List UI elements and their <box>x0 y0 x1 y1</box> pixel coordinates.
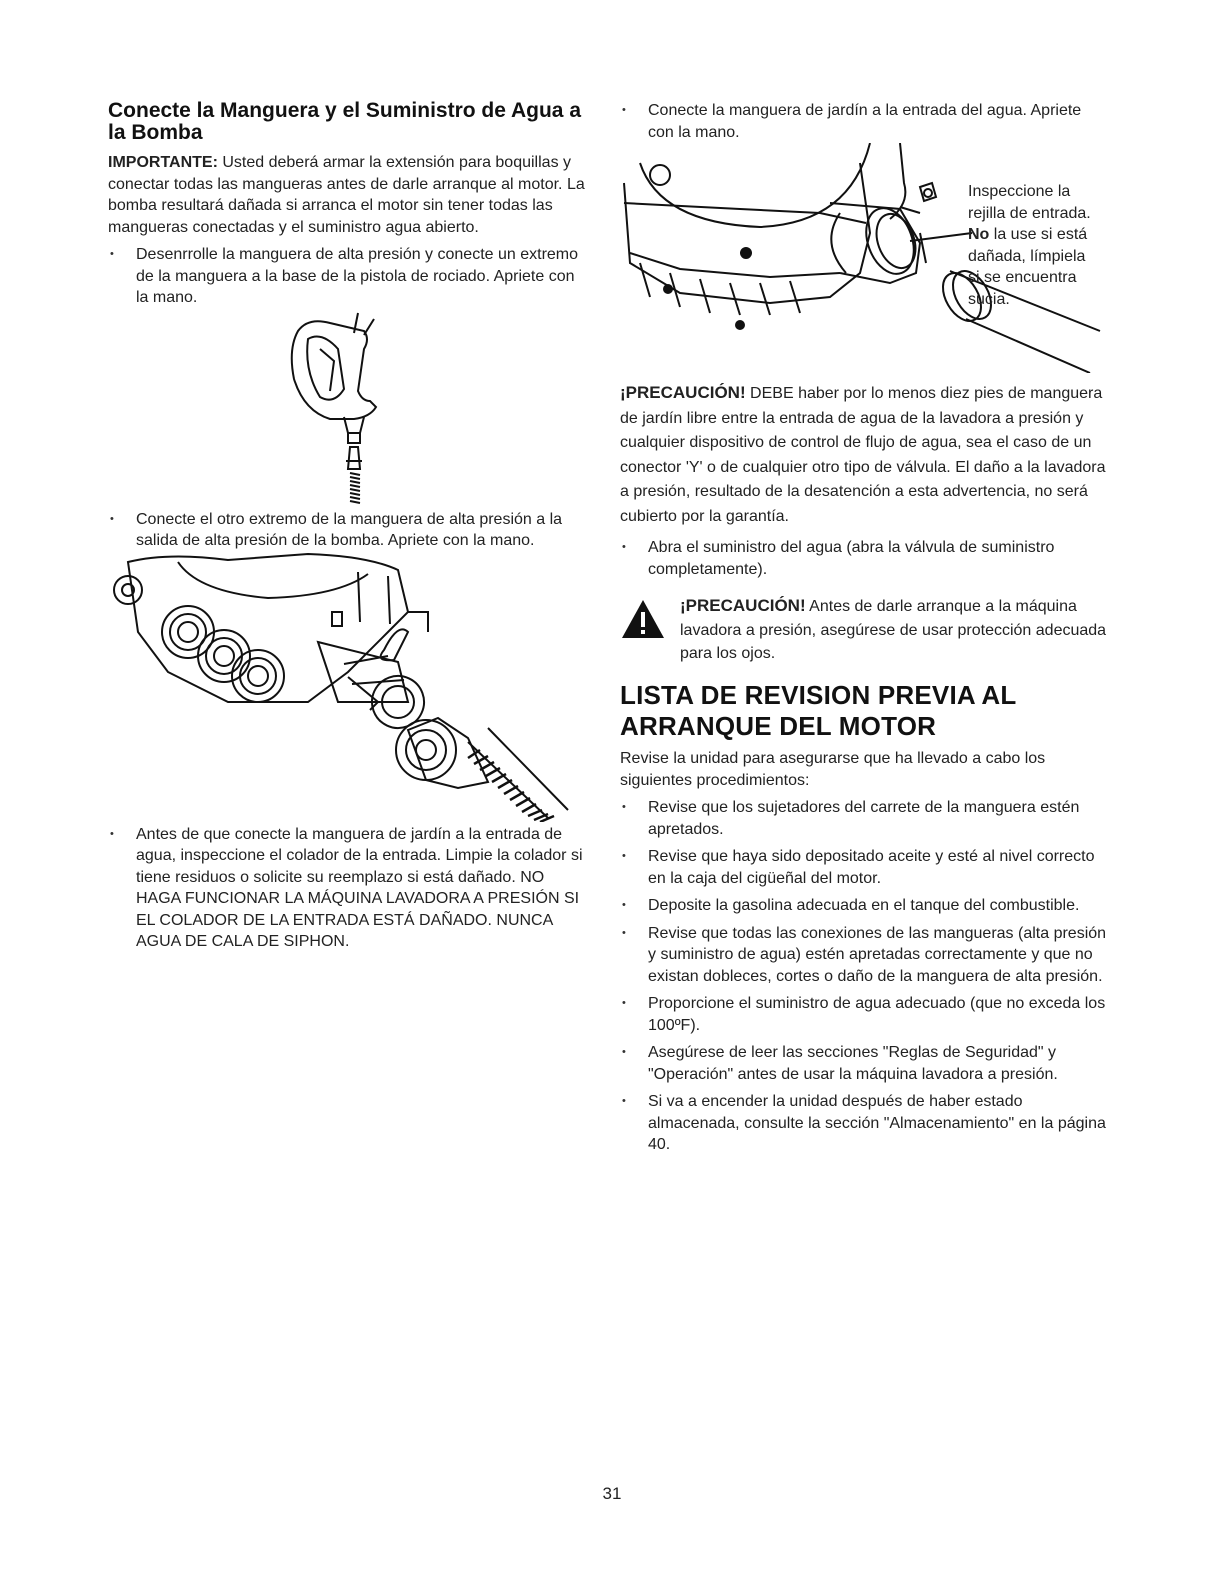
left-column <box>108 100 590 953</box>
caution1-label: ¡PRECAUCIÓN! <box>620 383 746 402</box>
callout-line3-rest: la use si está <box>989 226 1088 243</box>
water-inlet-figure <box>620 143 1110 373</box>
page-number: 31 <box>602 1484 622 1503</box>
spray-gun-figure <box>108 309 590 509</box>
section-heading-connect-hose: Conecte la Manguera y el Suministro de Agua a la Bomba <box>108 99 582 144</box>
caution2-label: ¡PRECAUCIÓN! <box>680 596 806 615</box>
bullet-list-top-right <box>620 100 1110 143</box>
spray-gun-illustration <box>108 309 590 509</box>
callout-line6: sucia. <box>968 290 1010 308</box>
checklist-heading-line1: LISTA DE REVISION PREVIA AL <box>620 680 1017 710</box>
callout-line2: rejilla de entrada. <box>968 204 1091 222</box>
checklist-item: • Revise que los sujetadores del carrete de la manguera estén apretados. <box>620 797 1110 840</box>
bullet-inspect-strainer: • Antes de que conecte la manguera de jardín a la entrada de agua, inspeccione el colador de la entrada. Limpie la colador si tiene residuos o solicite su reemplazo si está dañado. NO HAGA FUNCIONAR LA MÁQUINA LAVADORA A PRESIÓN SI EL COLADOR DE LA ENTRADA ESTÁ DAÑADO. NUNCA AGUA DE CALA DE SIPHON. <box>108 824 590 953</box>
checklist-heading-line2: ARRANQUE DEL MOTOR <box>620 711 937 741</box>
bullet-pump-outlet: • Conecte el otro extremo de la manguera de alta presión a la salida de alta presión de la bomba. Apriete con la mano. <box>108 509 590 552</box>
callout-line5: si se encuentra <box>968 269 1077 286</box>
checklist-intro: Revise la unidad para asegurarse que ha llevado a cabo los siguientes procedimientos: <box>620 750 1046 789</box>
caution-hose-length <box>620 381 1110 529</box>
caution-eye-protection <box>620 594 1110 666</box>
callout-line4: dañada, límpiela <box>968 247 1086 265</box>
inlet-callout <box>968 181 1110 310</box>
bullet-open-water: • Abra el suministro del agua (abra la válvula de suministro completamente). <box>620 537 1110 580</box>
bullet-list-2 <box>108 509 590 552</box>
caution2-paragraph <box>680 594 1110 666</box>
checklist <box>620 797 1110 1156</box>
right-column <box>620 100 1110 1162</box>
checklist-item: • Proporcione el suministro de agua adecuado (que no exceda los 100ºF). <box>620 993 1110 1036</box>
bullet-garden-hose: • Conecte la manguera de jardín a la entrada del agua. Apriete con la mano. <box>620 100 1110 143</box>
callout-line1: Inspeccione la <box>968 183 1071 200</box>
checklist-item: • Deposite la gasolina adecuada en el tanque del combustible. <box>620 895 1110 917</box>
checklist-item: • Revise que todas las conexiones de las mangueras (alta presión y suministro de agua) estén apretadas correctamente y que no existan dobleces, cortes o daño de la manguera de alta presión. <box>620 923 1110 988</box>
caution1-text: DEBE haber por lo menos diez pies de manguera de jardín libre entre la entrada de agua de la lavadora a presión y cualquier dispositivo de control de flujo de agua, sea el caso de un conector 'Y' o de cualquier otro tipo de válvula. El daño a la lavadora a presión, resultado de la desatención a esta advertencia, no será cubierto por la garantía. <box>620 385 1106 525</box>
bullet-list-water <box>620 537 1110 580</box>
pump-outlet-illustration <box>108 552 590 822</box>
bullet-list-1 <box>108 244 590 309</box>
bullet-spray-gun: • Desenrrolle la manguera de alta presión y conecte un extremo de la manguera a la base de la pistola de rociado. Apriete con la mano. <box>108 244 590 309</box>
checklist-item: • Asegúrese de leer las secciones "Reglas de Seguridad" y "Operación" antes de usar la máquina lavadora a presión. <box>620 1042 1110 1085</box>
checklist-item: • Si va a encender la unidad después de haber estado almacenada, consulte la sección "Almacenamiento" en la página 40. <box>620 1091 1110 1156</box>
callout-line3 <box>968 224 1110 246</box>
warning-triangle-icon <box>620 598 666 640</box>
bullet-list-3 <box>108 824 590 953</box>
caution2-text: Antes de darle arranque a la máquina lavadora a presión, asegúrese de usar protección adecuada para los ojos. <box>680 598 1107 662</box>
important-text: Usted deberá armar la extensión para boquillas y conectar todas las mangueras antes de darle arranque al motor. La bomba resultará dañada si arranca el motor sin tener todas las mangueras conectadas y el suministro agua abierto. <box>108 154 585 236</box>
important-label: IMPORTANTE: <box>108 154 218 171</box>
pump-outlet-figure <box>108 552 590 822</box>
important-paragraph <box>108 152 590 238</box>
checklist-heading <box>620 680 1110 742</box>
callout-no: No <box>968 226 990 243</box>
checklist-item: • Revise que haya sido depositado aceite y esté al nivel correcto en la caja del cigüeñal del motor. <box>620 846 1110 889</box>
